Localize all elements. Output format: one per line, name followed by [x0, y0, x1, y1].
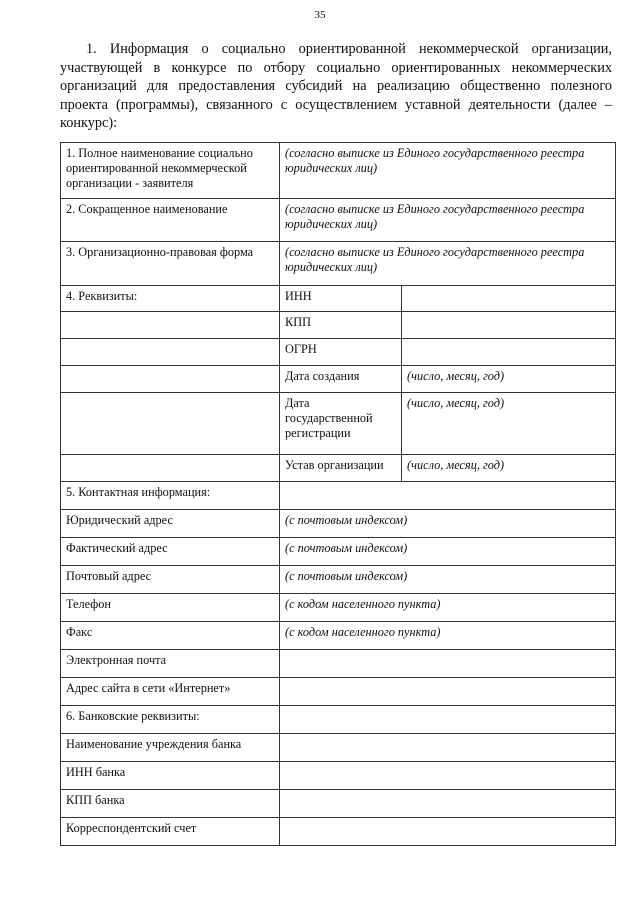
bank-name-label: Наименование учреждения банка [61, 734, 280, 762]
creation-date-label: Дата создания [280, 366, 402, 393]
table-row [61, 706, 616, 734]
legal-address-field[interactable]: (с почтовым индексом) [280, 510, 616, 538]
empty-cell [61, 366, 280, 393]
bank-section-label: 6. Банковские реквизиты: [61, 706, 280, 734]
short-name-field[interactable]: (согласно выписке из Единого государственного реестра юридических лиц) [280, 199, 616, 242]
kpp-label: КПП [280, 312, 402, 339]
fax-label: Факс [61, 622, 280, 650]
empty-cell [61, 339, 280, 366]
ogrn-label: ОГРН [280, 339, 402, 366]
fax-field[interactable]: (с кодом населенного пункта) [280, 622, 616, 650]
bank-inn-label: ИНН банка [61, 762, 280, 790]
corr-account-label: Корреспондентский счет [61, 818, 280, 846]
requisites-label: 4. Реквизиты: [61, 286, 280, 312]
actual-address-label: Фактический адрес [61, 538, 280, 566]
phone-label: Телефон [61, 594, 280, 622]
full-name-field[interactable]: (согласно выписке из Единого государственного реестра юридических лиц) [280, 143, 616, 199]
website-label: Адрес сайта в сети «Интернет» [61, 678, 280, 706]
table-row [61, 622, 616, 650]
bank-name-field[interactable] [280, 734, 616, 762]
bank-inn-field[interactable] [280, 762, 616, 790]
table-row [61, 734, 616, 762]
empty-cell [280, 482, 616, 510]
table-row [61, 510, 616, 538]
creation-date-field[interactable]: (число, месяц, год) [402, 366, 616, 393]
inn-field[interactable] [402, 286, 616, 312]
table-row [61, 312, 616, 339]
actual-address-field[interactable]: (с почтовым индексом) [280, 538, 616, 566]
table-row [61, 286, 616, 312]
postal-address-field[interactable]: (с почтовым индексом) [280, 566, 616, 594]
table-row [61, 762, 616, 790]
legal-address-label: Юридический адрес [61, 510, 280, 538]
table-row [61, 143, 616, 199]
email-label: Электронная почта [61, 650, 280, 678]
page-number: 35 [314, 9, 326, 21]
website-field[interactable] [280, 678, 616, 706]
table-row [61, 678, 616, 706]
table-row [61, 366, 616, 393]
email-field[interactable] [280, 650, 616, 678]
bank-kpp-label: КПП банка [61, 790, 280, 818]
full-name-label: 1. Полное наименование социально ориентированной некоммерческой организации - заявителя [61, 143, 280, 199]
empty-cell [61, 393, 280, 455]
empty-cell [61, 312, 280, 339]
table-row [61, 242, 616, 286]
corr-account-field[interactable] [280, 818, 616, 846]
legal-form-label: 3. Организационно-правовая форма [61, 242, 280, 286]
kpp-field[interactable] [402, 312, 616, 339]
table-row [61, 393, 616, 455]
registration-date-label: Дата государственной регистрации [280, 393, 402, 455]
table-row [61, 594, 616, 622]
table-row [61, 818, 616, 846]
table-row [61, 790, 616, 818]
legal-form-field[interactable]: (согласно выписке из Единого государственного реестра юридических лиц) [280, 242, 616, 286]
table-row [61, 339, 616, 366]
table-row [61, 199, 616, 242]
table-row [61, 650, 616, 678]
postal-address-label: Почтовый адрес [61, 566, 280, 594]
bank-kpp-field[interactable] [280, 790, 616, 818]
inn-label: ИНН [280, 286, 402, 312]
empty-cell [280, 706, 616, 734]
short-name-label: 2. Сокращенное наименование [61, 199, 280, 242]
table-row [61, 482, 616, 510]
table-row [61, 538, 616, 566]
charter-field[interactable]: (число, месяц, год) [402, 455, 616, 482]
empty-cell [61, 455, 280, 482]
table-row [61, 455, 616, 482]
registration-date-field[interactable]: (число, месяц, год) [402, 393, 616, 455]
ogrn-field[interactable] [402, 339, 616, 366]
charter-label: Устав организации [280, 455, 402, 482]
table-row [61, 566, 616, 594]
contact-section-label: 5. Контактная информация: [61, 482, 280, 510]
intro-paragraph: 1. Информация о социально ориентированной некоммерческой организации, участвующей в конкурсе по отбору социально ориентированных некоммерческих организаций для предоставления субсидий на реализацию общественно полезного проекта (программы), связанного с осуществлением уставной деятельности (далее – конкурс): [60, 41, 612, 131]
application-form-table [60, 142, 616, 846]
phone-field[interactable]: (с кодом населенного пункта) [280, 594, 616, 622]
